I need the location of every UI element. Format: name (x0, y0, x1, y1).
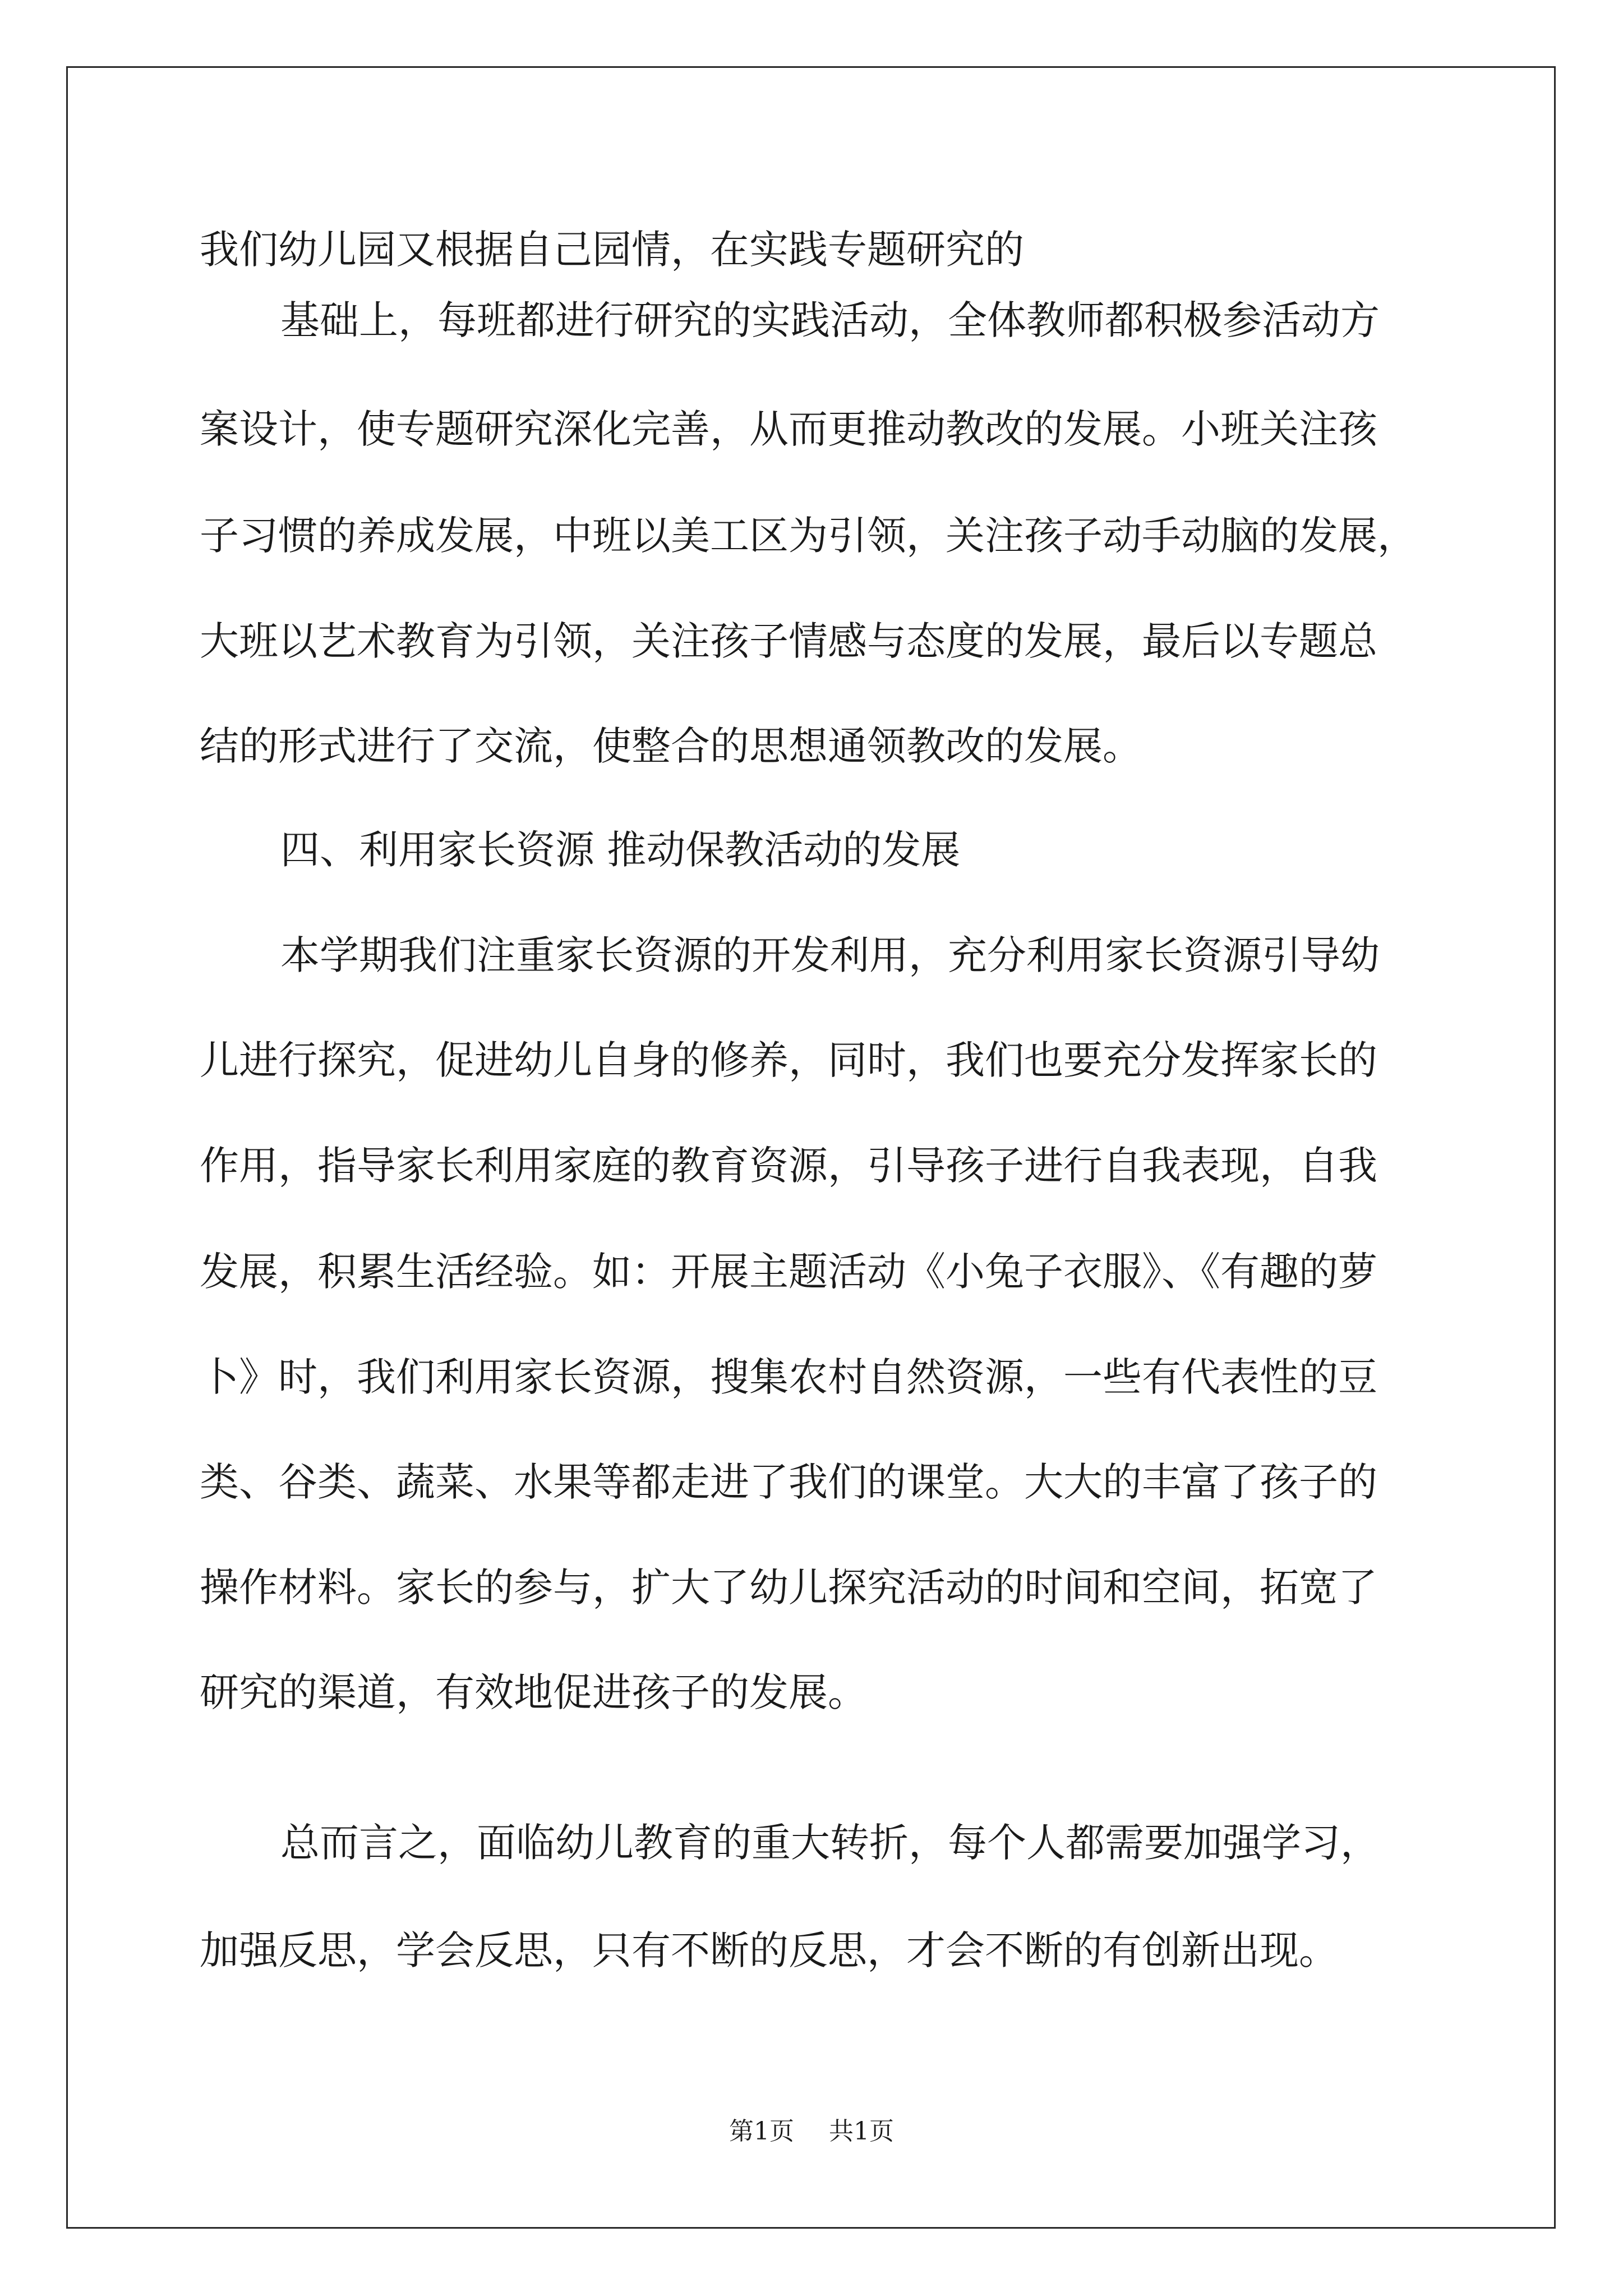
body-line: 操作材料。家长的参与，扩大了幼儿探究活动的时间和空间，拓宽了 (200, 1565, 1377, 1611)
body-line: 本学期我们注重家长资源的开发利用，充分利用家长资源引导幼 (280, 932, 1380, 978)
body-line: 案设计，使专题研究深化完善，从而更推动教改的发展。小班关注孩 (200, 406, 1377, 452)
body-line: 卜》时，我们利用家长资源，搜集农村自然资源，一些有代表性的豆 (200, 1354, 1377, 1400)
body-line: 我们幼儿园又根据自己园情，在实践专题研究的 (200, 227, 1024, 273)
body-line: 作用，指导家长利用家庭的教育资源，引导孩子进行自我表现，自我 (200, 1143, 1377, 1189)
body-line: 基础上，每班都进行研究的实践活动，全体教师都积极参活动方 (280, 297, 1380, 343)
page-number: 第1页 (729, 2117, 794, 2146)
body-line: 结的形式进行了交流，使整合的思想通领教改的发展。 (200, 723, 1142, 769)
body-line: 发展，积累生活经验。如：开展主题活动《小兔子衣服》、《有趣的萝 (200, 1249, 1377, 1295)
page-total: 共1页 (829, 2117, 894, 2146)
body-line: 总而言之，面临幼儿教育的重大转折，每个人都需要加强学习， (280, 1820, 1380, 1866)
body-line: 子习惯的养成发展，中班以美工区为引领，关注孩子动手动脑的发展， (200, 513, 1417, 559)
body-line: 加强反思，学会反思，只有不断的反思，才会不断的有创新出现。 (200, 1927, 1338, 1973)
body-line: 儿进行探究，促进幼儿自身的修养，同时，我们也要充分发挥家长的 (200, 1037, 1377, 1083)
body-line: 研究的渠道，有效地促进孩子的发展。 (200, 1669, 867, 1715)
body-line: 类、谷类、蔬菜、水果等都走进了我们的课堂。大大的丰富了孩子的 (200, 1459, 1377, 1505)
page-footer (0, 2115, 1623, 2148)
section-heading: 四、利用家长资源 推动保教活动的发展 (280, 827, 961, 873)
body-line: 大班以艺术教育为引领，关注孩子情感与态度的发展，最后以专题总 (200, 618, 1377, 664)
